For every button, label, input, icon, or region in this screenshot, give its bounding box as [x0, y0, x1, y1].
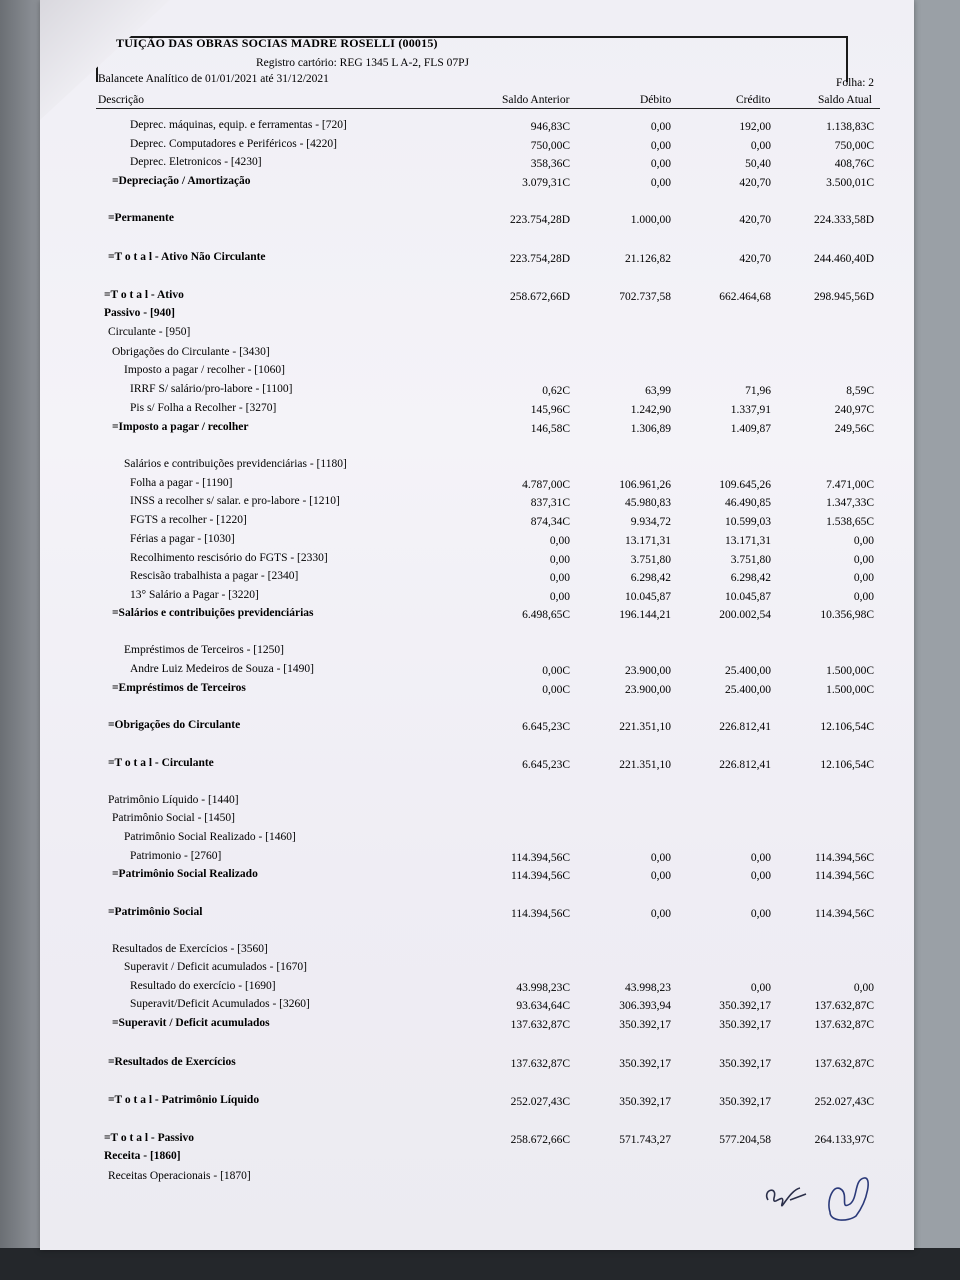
row-description: FGTS a recolher - [1220]: [130, 514, 247, 526]
cell-saldo-atual: 0,00: [853, 554, 874, 566]
cell-saldo-atual: 224.333,58D: [813, 214, 874, 226]
row-description: Obrigações do Circulante - [3430]: [112, 346, 270, 358]
cell-credito: 226.812,41: [719, 759, 771, 771]
registry-info: Registro cartório: REG 1345 L A-2, FLS 07PJ: [256, 57, 469, 69]
cell-saldo-atual: 1.500,00C: [826, 684, 874, 696]
row-description: Andre Luiz Medeiros de Souza - [1490]: [130, 663, 314, 675]
cell-saldo-anterior: 0,00: [549, 591, 570, 603]
cell-saldo-atual: 252.027,43C: [814, 1096, 874, 1108]
row-description: Patrimonio - [2760]: [130, 850, 222, 862]
cell-debito: 350.392,17: [619, 1019, 671, 1031]
row-description: =T o t a l - Ativo: [104, 289, 184, 301]
table-row: [0, 251, 874, 267]
row-description: Deprec. Eletronicos - [4230]: [130, 156, 262, 168]
page-number: Folha: 2: [836, 77, 875, 89]
row-description: Circulante - [950]: [108, 326, 191, 338]
cell-saldo-anterior: 114.394,56C: [511, 870, 570, 882]
row-description: Receitas Operacionais - [1870]: [108, 1170, 251, 1182]
row-description: =Resultados de Exercícios: [108, 1056, 236, 1068]
cell-credito: 0,00: [750, 852, 771, 864]
cell-debito: 0,00: [650, 158, 671, 170]
cell-saldo-atual: 1.538,65C: [826, 516, 874, 528]
cell-debito: 6.298,42: [630, 572, 671, 584]
cell-debito: 63,99: [645, 385, 671, 397]
table-row: [0, 119, 874, 135]
cell-saldo-atual: 0,00: [853, 572, 874, 584]
cell-saldo-anterior: 43.998,23C: [516, 982, 570, 994]
cell-debito: 9.934,72: [630, 516, 671, 528]
table-row: [0, 533, 874, 549]
cell-debito: 13.171,31: [625, 535, 671, 547]
row-description: Resultados de Exercícios - [3560]: [112, 943, 268, 955]
table-row: [0, 850, 874, 866]
cell-credito: 226.812,41: [719, 721, 771, 733]
cell-saldo-anterior: 3.079,31C: [522, 177, 570, 189]
cell-saldo-atual: 249,56C: [834, 423, 874, 435]
cell-saldo-atual: 408,76C: [834, 158, 874, 170]
cell-saldo-anterior: 137.632,87C: [510, 1058, 570, 1070]
cell-saldo-anterior: 146,58C: [530, 423, 570, 435]
table-row: [0, 477, 874, 493]
row-description: =Patrimônio Social Realizado: [112, 868, 258, 880]
table-row: [0, 570, 874, 586]
row-description: Recolhimento rescisório do FGTS - [2330]: [130, 552, 328, 564]
cell-debito: 350.392,17: [619, 1096, 671, 1108]
organization-name: TUIÇÃO DAS OBRAS SOCIAS MADRE ROSELLI (00015): [116, 36, 438, 50]
cell-debito: 1.000,00: [630, 214, 671, 226]
cell-saldo-atual: 0,00: [853, 535, 874, 547]
cell-saldo-anterior: 874,34C: [530, 516, 570, 528]
table-row: [0, 383, 874, 399]
cell-credito: 0,00: [750, 870, 771, 882]
cell-credito: 0,00: [750, 982, 771, 994]
cell-saldo-anterior: 0,00: [549, 554, 570, 566]
cell-saldo-anterior: 0,00C: [542, 665, 570, 677]
row-description: =Empréstimos de Terceiros: [112, 682, 246, 694]
table-row: [0, 326, 874, 342]
table-row: [0, 1056, 874, 1072]
cell-debito: 196.144,21: [619, 609, 671, 621]
table-row: [0, 1170, 874, 1186]
cell-debito: 10.045,87: [625, 591, 671, 603]
table-row: [0, 156, 874, 172]
cell-credito: 10.599,03: [725, 516, 771, 528]
table-row: [0, 943, 874, 959]
col-header-previous: Saldo Anterior: [502, 94, 570, 106]
cell-credito: 0,00: [750, 908, 771, 920]
row-description: IRRF S/ salário/pro-labore - [1100]: [130, 383, 293, 395]
col-header-current: Saldo Atual: [818, 94, 872, 106]
row-description: Folha a pagar - [1190]: [130, 477, 233, 489]
cell-credito: 350.392,17: [719, 1000, 771, 1012]
row-description: Imposto a pagar / recolher - [1060]: [124, 364, 285, 376]
cell-debito: 571.743,27: [619, 1134, 671, 1146]
row-description: Superavit/Deficit Acumulados - [3260]: [130, 998, 310, 1010]
cell-credito: 0,00: [750, 140, 771, 152]
table-row: [0, 289, 874, 305]
table-row: [0, 212, 874, 228]
cell-saldo-atual: 114.394,56C: [815, 852, 874, 864]
row-description: =T o t a l - Patrimônio Líquido: [108, 1094, 260, 1106]
cell-saldo-atual: 3.500,01C: [826, 177, 874, 189]
cell-credito: 577.204,58: [719, 1134, 771, 1146]
table-row: [0, 1017, 874, 1033]
row-description: =Obrigações do Circulante: [108, 719, 241, 731]
row-description: Receita - [1860]: [104, 1150, 181, 1162]
cell-debito: 43.998,23: [625, 982, 671, 994]
cell-credito: 192,00: [739, 121, 771, 133]
table-row: [0, 868, 874, 884]
row-description: Férias a pagar - [1030]: [130, 533, 235, 545]
cell-saldo-anterior: 6.645,23C: [522, 759, 570, 771]
table-row: [0, 644, 874, 660]
table-row: [0, 138, 874, 154]
row-description: =T o t a l - Ativo Não Circulante: [108, 251, 266, 263]
cell-credito: 46.490,85: [725, 497, 771, 509]
cell-saldo-anterior: 6.498,65C: [522, 609, 570, 621]
table-row: [0, 961, 874, 977]
table-row: [0, 794, 874, 810]
table-row: [0, 307, 874, 323]
cell-saldo-atual: 12.106,54C: [820, 721, 874, 733]
table-row: [0, 831, 874, 847]
period-title: Balancete Analítico de 01/01/2021 até 31/12/2021: [98, 73, 329, 85]
cell-credito: 350.392,17: [719, 1058, 771, 1070]
cell-credito: 350.392,17: [719, 1096, 771, 1108]
cell-saldo-atual: 298.945,56D: [813, 291, 874, 303]
table-row: [0, 998, 874, 1014]
cell-debito: 23.900,00: [625, 684, 671, 696]
table-row: [0, 552, 874, 568]
cell-credito: 109.645,26: [719, 479, 771, 491]
row-description: Patrimônio Líquido - [1440]: [108, 794, 239, 806]
cell-credito: 71,96: [745, 385, 771, 397]
cell-credito: 3.751,80: [730, 554, 771, 566]
cell-debito: 306.393,94: [619, 1000, 671, 1012]
background-bottom: [0, 1248, 960, 1280]
cell-debito: 21.126,82: [625, 253, 671, 265]
cell-credito: 25.400,00: [725, 665, 771, 677]
cell-saldo-anterior: 114.394,56C: [511, 908, 570, 920]
cell-debito: 106.961,26: [619, 479, 671, 491]
table-row: [0, 402, 874, 418]
cell-credito: 350.392,17: [719, 1019, 771, 1031]
table-row: [0, 421, 874, 437]
cell-saldo-anterior: 93.634,64C: [516, 1000, 570, 1012]
row-description: Deprec. máquinas, equip. e ferramentas - [720]: [130, 119, 347, 131]
row-description: Empréstimos de Terceiros - [1250]: [124, 644, 284, 656]
cell-debito: 702.737,58: [619, 291, 671, 303]
cell-saldo-anterior: 0,62C: [542, 385, 570, 397]
table-row: [0, 757, 874, 773]
table-row: [0, 682, 874, 698]
table-row: [0, 514, 874, 530]
table-row: [0, 589, 874, 605]
cell-saldo-atual: 137.632,87C: [814, 1019, 874, 1031]
cell-saldo-atual: 750,00C: [834, 140, 874, 152]
background-right: [912, 0, 960, 1280]
cell-saldo-atual: 244.460,40D: [813, 253, 874, 265]
row-description: Patrimônio Social Realizado - [1460]: [124, 831, 296, 843]
cell-credito: 420,70: [739, 253, 771, 265]
cell-saldo-atual: 12.106,54C: [820, 759, 874, 771]
cell-credito: 50,40: [745, 158, 771, 170]
table-row: [0, 364, 874, 380]
cell-debito: 0,00: [650, 852, 671, 864]
cell-saldo-atual: 240,97C: [834, 404, 874, 416]
cell-credito: 1.337,91: [730, 404, 771, 416]
cell-credito: 25.400,00: [725, 684, 771, 696]
cell-saldo-anterior: 137.632,87C: [510, 1019, 570, 1031]
cell-credito: 6.298,42: [730, 572, 771, 584]
cell-saldo-atual: 137.632,87C: [814, 1000, 874, 1012]
row-description: =T o t a l - Circulante: [108, 757, 214, 769]
cell-debito: 1.306,89: [630, 423, 671, 435]
cell-saldo-anterior: 145,96C: [530, 404, 570, 416]
cell-debito: 1.242,90: [630, 404, 671, 416]
cell-saldo-anterior: 0,00C: [542, 684, 570, 696]
cell-saldo-atual: 8,59C: [846, 385, 874, 397]
cell-saldo-anterior: 252.027,43C: [510, 1096, 570, 1108]
cell-saldo-atual: 137.632,87C: [814, 1058, 874, 1070]
cell-debito: 0,00: [650, 870, 671, 882]
cell-saldo-atual: 1.347,33C: [826, 497, 874, 509]
cell-saldo-atual: 1.138,83C: [826, 121, 874, 133]
row-description: =Permanente: [108, 212, 174, 224]
cell-saldo-anterior: 0,00: [549, 535, 570, 547]
cell-debito: 3.751,80: [630, 554, 671, 566]
cell-saldo-atual: 7.471,00C: [826, 479, 874, 491]
table-row: [0, 175, 874, 191]
cell-saldo-anterior: 6.645,23C: [522, 721, 570, 733]
cell-debito: 221.351,10: [619, 759, 671, 771]
cell-saldo-anterior: 223.754,28D: [509, 214, 570, 226]
row-description: Rescisão trabalhista a pagar - [2340]: [130, 570, 299, 582]
table-row: [0, 346, 874, 362]
row-description: Resultado do exercício - [1690]: [130, 980, 276, 992]
cell-saldo-anterior: 750,00C: [530, 140, 570, 152]
cell-debito: 45.980,83: [625, 497, 671, 509]
row-description: Deprec. Computadores e Periféricos - [4220]: [130, 138, 337, 150]
cell-credito: 13.171,31: [725, 535, 771, 547]
row-description: =Patrimônio Social: [108, 906, 203, 918]
table-row: [0, 1132, 874, 1148]
cell-saldo-atual: 264.133,97C: [814, 1134, 874, 1146]
cell-saldo-atual: 114.394,56C: [815, 870, 874, 882]
cell-credito: 1.409,87: [730, 423, 771, 435]
row-description: =T o t a l - Passivo: [104, 1132, 195, 1144]
cell-saldo-anterior: 4.787,00C: [522, 479, 570, 491]
cell-debito: 221.351,10: [619, 721, 671, 733]
col-header-debit: Débito: [640, 94, 672, 106]
table-row: [0, 1150, 874, 1166]
signature-marks: [760, 1160, 880, 1230]
cell-saldo-anterior: 0,00: [549, 572, 570, 584]
cell-saldo-anterior: 946,83C: [530, 121, 570, 133]
row-description: Salários e contribuições previdenciárias - [1180]: [124, 458, 347, 470]
cell-saldo-atual: 10.356,98C: [820, 609, 874, 621]
row-description: =Imposto a pagar / recolher: [112, 421, 249, 433]
row-description: INSS a recolher s/ salar. e pro-labore - [1210]: [130, 495, 340, 507]
cell-saldo-atual: 0,00: [853, 591, 874, 603]
cell-credito: 662.464,68: [719, 291, 771, 303]
cell-debito: 0,00: [650, 140, 671, 152]
row-description: =Superavit / Deficit acumulados: [112, 1017, 270, 1029]
cell-credito: 10.045,87: [725, 591, 771, 603]
table-row: [0, 607, 874, 623]
cell-saldo-anterior: 258.672,66D: [509, 291, 570, 303]
cell-debito: 0,00: [650, 177, 671, 189]
row-description: =Depreciação / Amortização: [112, 175, 251, 187]
row-description: 13° Salário a Pagar - [3220]: [130, 589, 259, 601]
row-description: =Salários e contribuições previdenciárias: [112, 607, 314, 619]
cell-debito: 23.900,00: [625, 665, 671, 677]
row-description: Passivo - [940]: [104, 307, 175, 319]
cell-saldo-anterior: 358,36C: [530, 158, 570, 170]
table-row: [0, 980, 874, 996]
cell-saldo-anterior: 837,31C: [530, 497, 570, 509]
cell-debito: 0,00: [650, 908, 671, 920]
row-description: Patrimônio Social - [1450]: [112, 812, 235, 824]
col-header-credit: Crédito: [736, 94, 771, 106]
row-description: Superavit / Deficit acumulados - [1670]: [124, 961, 307, 973]
table-row: [0, 495, 874, 511]
cell-saldo-atual: 1.500,00C: [826, 665, 874, 677]
table-row: [0, 1094, 874, 1110]
header-rule: [96, 108, 880, 109]
table-row: [0, 719, 874, 735]
cell-credito: 420,70: [739, 214, 771, 226]
table-row: [0, 458, 874, 474]
table-row: [0, 663, 874, 679]
table-row: [0, 812, 874, 828]
cell-saldo-atual: 114.394,56C: [815, 908, 874, 920]
col-header-description: Descrição: [98, 94, 144, 106]
cell-saldo-anterior: 114.394,56C: [511, 852, 570, 864]
cell-credito: 200.002,54: [719, 609, 771, 621]
cell-debito: 350.392,17: [619, 1058, 671, 1070]
cell-saldo-atual: 0,00: [853, 982, 874, 994]
cell-saldo-anterior: 258.672,66C: [510, 1134, 570, 1146]
cell-credito: 420,70: [739, 177, 771, 189]
table-row: [0, 906, 874, 922]
cell-debito: 0,00: [650, 121, 671, 133]
cell-saldo-anterior: 223.754,28D: [509, 253, 570, 265]
row-description: Pis s/ Folha a Recolher - [3270]: [130, 402, 277, 414]
